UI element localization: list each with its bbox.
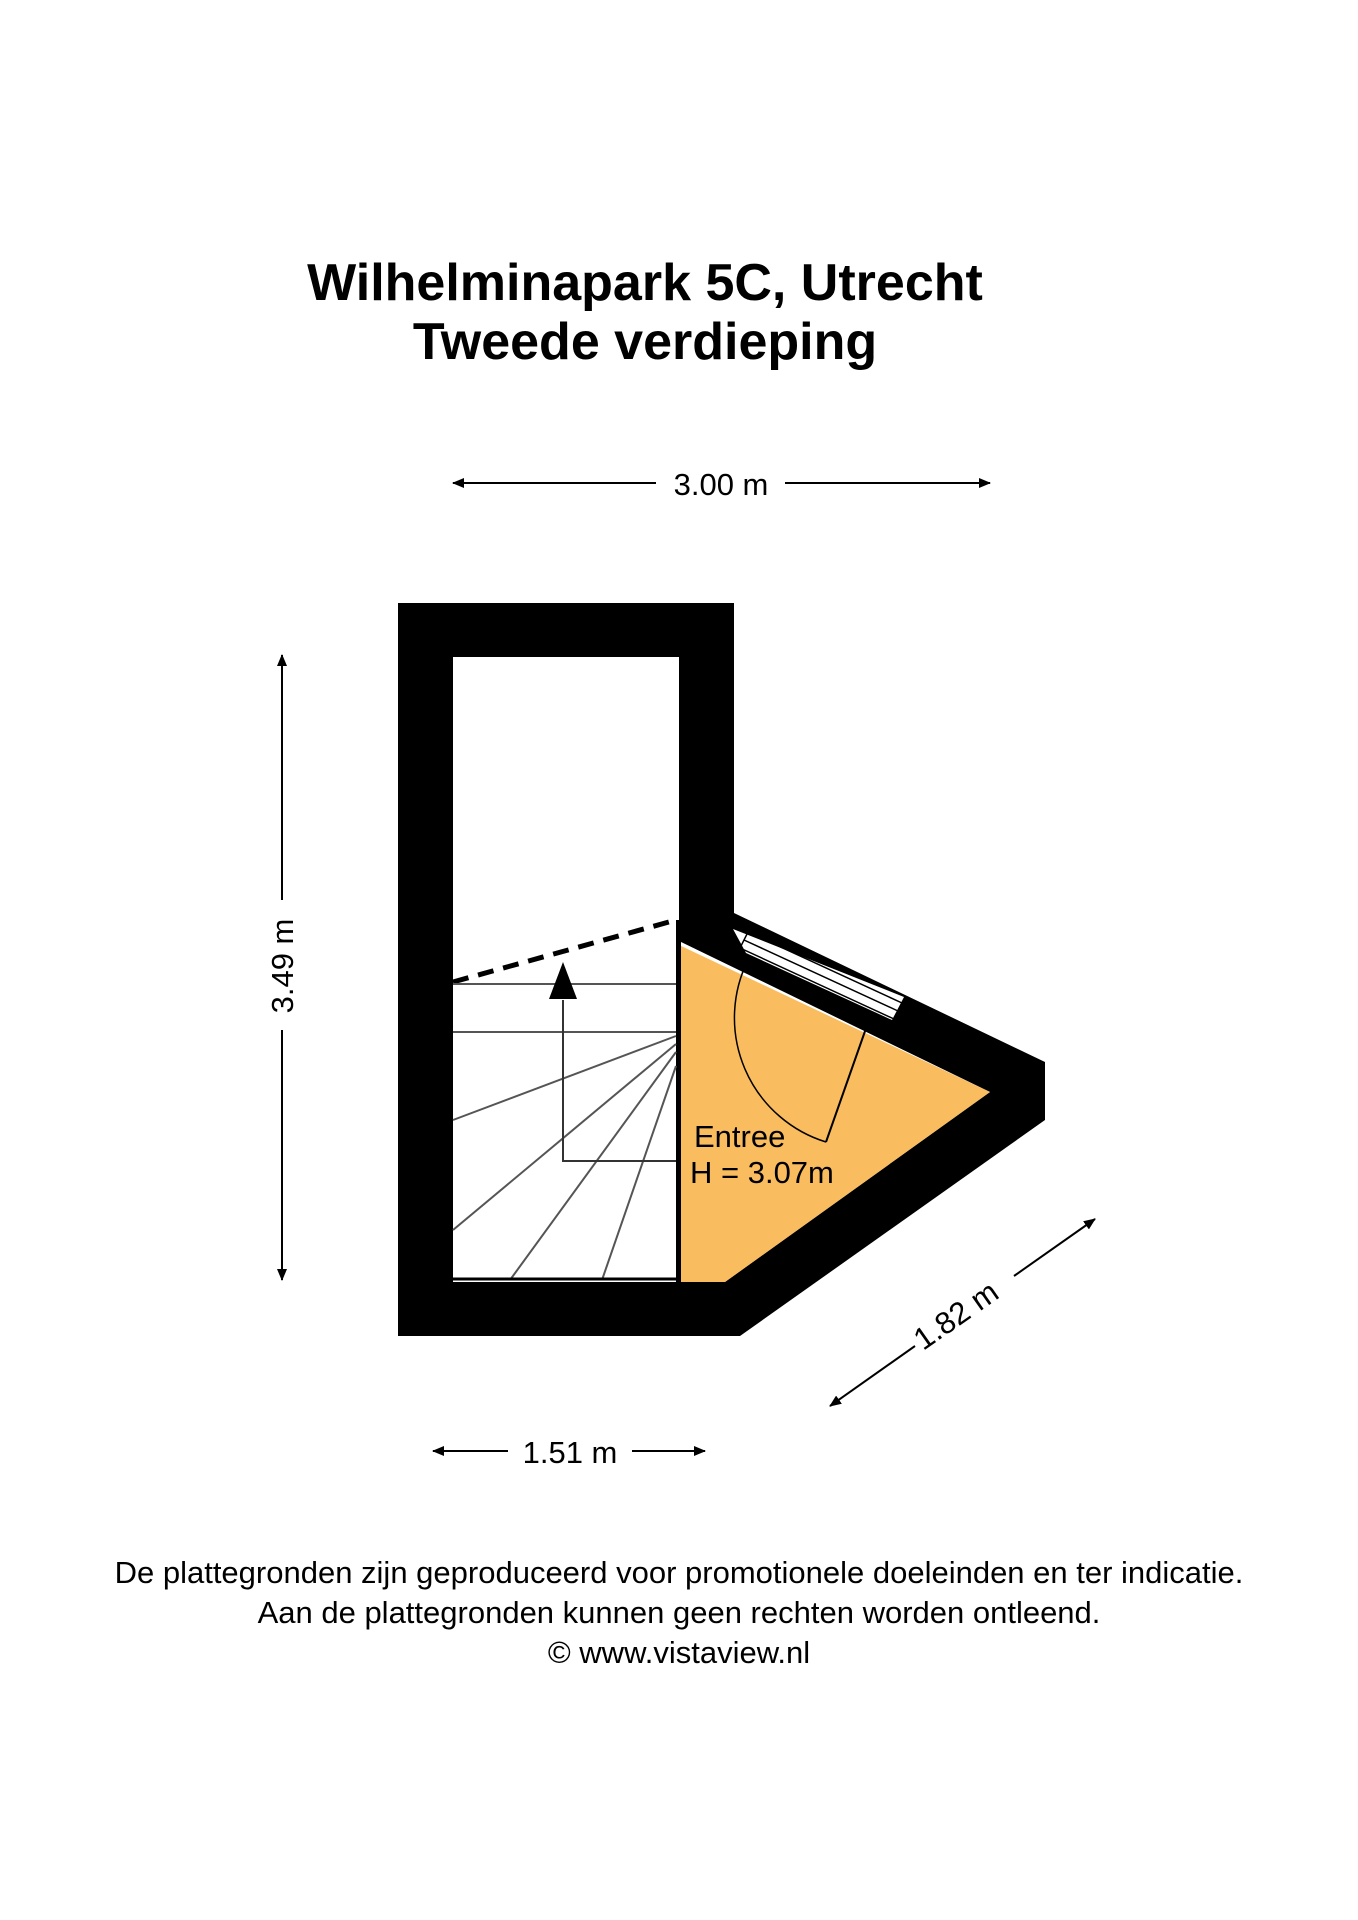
disclaimer-line-1: De plattegronden zijn geproduceerd voor promotionele doeleinden en ter indicatie.: [114, 1555, 1244, 1590]
dim-top-label: 3.00 m: [673, 467, 769, 502]
dim-line-diagonal-lower: [830, 1346, 915, 1406]
dim-diagonal-label: 1.82 m: [907, 1273, 1005, 1357]
plan-title-address: Wilhelminapark 5C, Utrecht: [307, 254, 983, 312]
copyright-link[interactable]: © www.vistaview.nl: [547, 1635, 811, 1670]
room-height-label: H = 3.07m: [690, 1155, 834, 1190]
dim-line-diagonal-upper: [1014, 1219, 1095, 1276]
disclaimer-line-2: Aan de plattegronden kunnen geen rechten worden ontleend.: [257, 1595, 1101, 1630]
stair-divider-wall: [676, 920, 681, 1282]
room-name-label: Entree: [694, 1119, 786, 1154]
dim-bottom-label: 1.51 m: [522, 1435, 618, 1470]
plan-title-floor: Tweede verdieping: [412, 313, 878, 371]
dim-left-label: 3.49 m: [265, 918, 300, 1014]
